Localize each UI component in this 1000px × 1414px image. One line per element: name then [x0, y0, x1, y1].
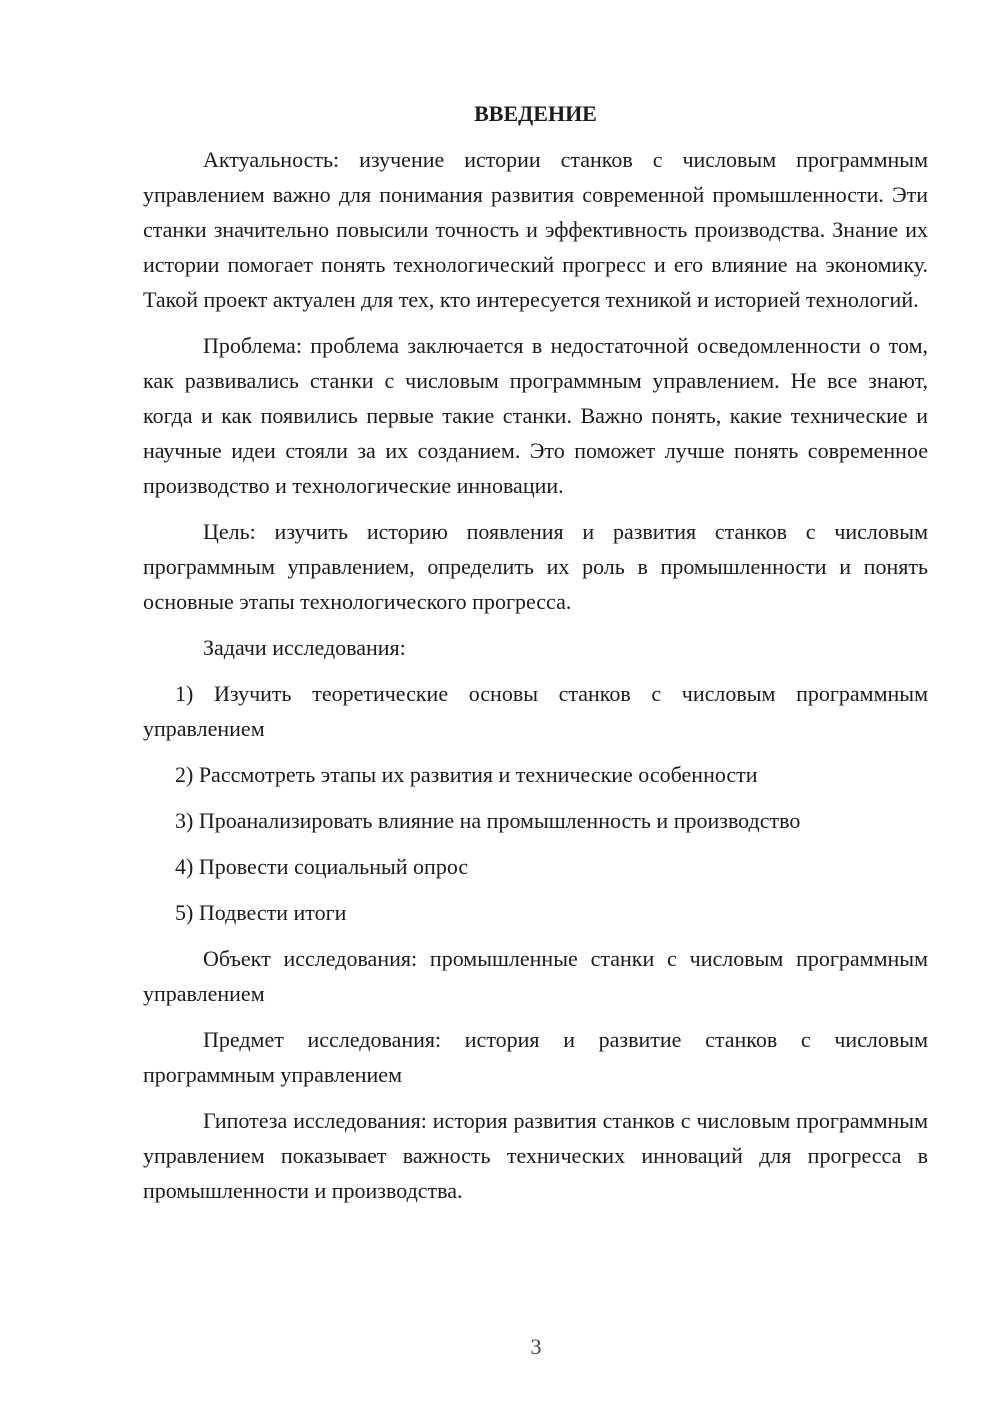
paragraph-tasks-heading: Задачи исследования:: [203, 635, 406, 660]
paragraph-object: Объект исследования: промышленные станки с числовым программным управлением: [143, 946, 928, 1006]
task-item: 3) Проанализировать влияние на промышленность и производство: [175, 808, 801, 833]
paragraph-goal: Цель: изучить историю появления и развития станков с числовым программным управлением, определить их роль в промышленности и понять основные этапы технологического прогресса.: [143, 519, 928, 614]
task-item: 2) Рассмотреть этапы их развития и технические особенности: [175, 762, 758, 787]
paragraph-subject: Предмет исследования: история и развитие станков с числовым программным управлением: [143, 1027, 928, 1087]
task-item: 1) Изучить теоретические основы станков с числовым программным управлением: [143, 681, 928, 741]
page-number: 3: [530, 1334, 542, 1359]
paragraph-relevance: Актуальность: изучение истории станков с числовым программным управлением важно для понимания развития современной промышленности. Эти станки значительно повысили точность и эффективность производства. Знание их истории помогает понять технологический прогресс и его влияние на экономику. Такой проект актуален для тех, кто интересуется техникой и историей технологий.: [143, 147, 928, 312]
document-page: [143, 96, 928, 1219]
section-title: ВВЕДЕНИЕ: [474, 101, 597, 126]
paragraph-problem: Проблема: проблема заключается в недостаточной осведомленности о том, как развивались станки с числовым программным управлением. Не все знают, когда и как появились первые такие станки. Важно понять, какие технические и научные идеи стояли за их созданием. Это поможет лучше понять современное производство и технологические инновации.: [143, 333, 928, 498]
paragraph-hypothesis: Гипотеза исследования: история развития станков с числовым программным управлением показывает важность технических инноваций для прогресса в промышленности и производства.: [143, 1108, 928, 1203]
task-item: 5) Подвести итоги: [175, 900, 347, 925]
task-item: 4) Провести социальный опрос: [175, 854, 469, 879]
